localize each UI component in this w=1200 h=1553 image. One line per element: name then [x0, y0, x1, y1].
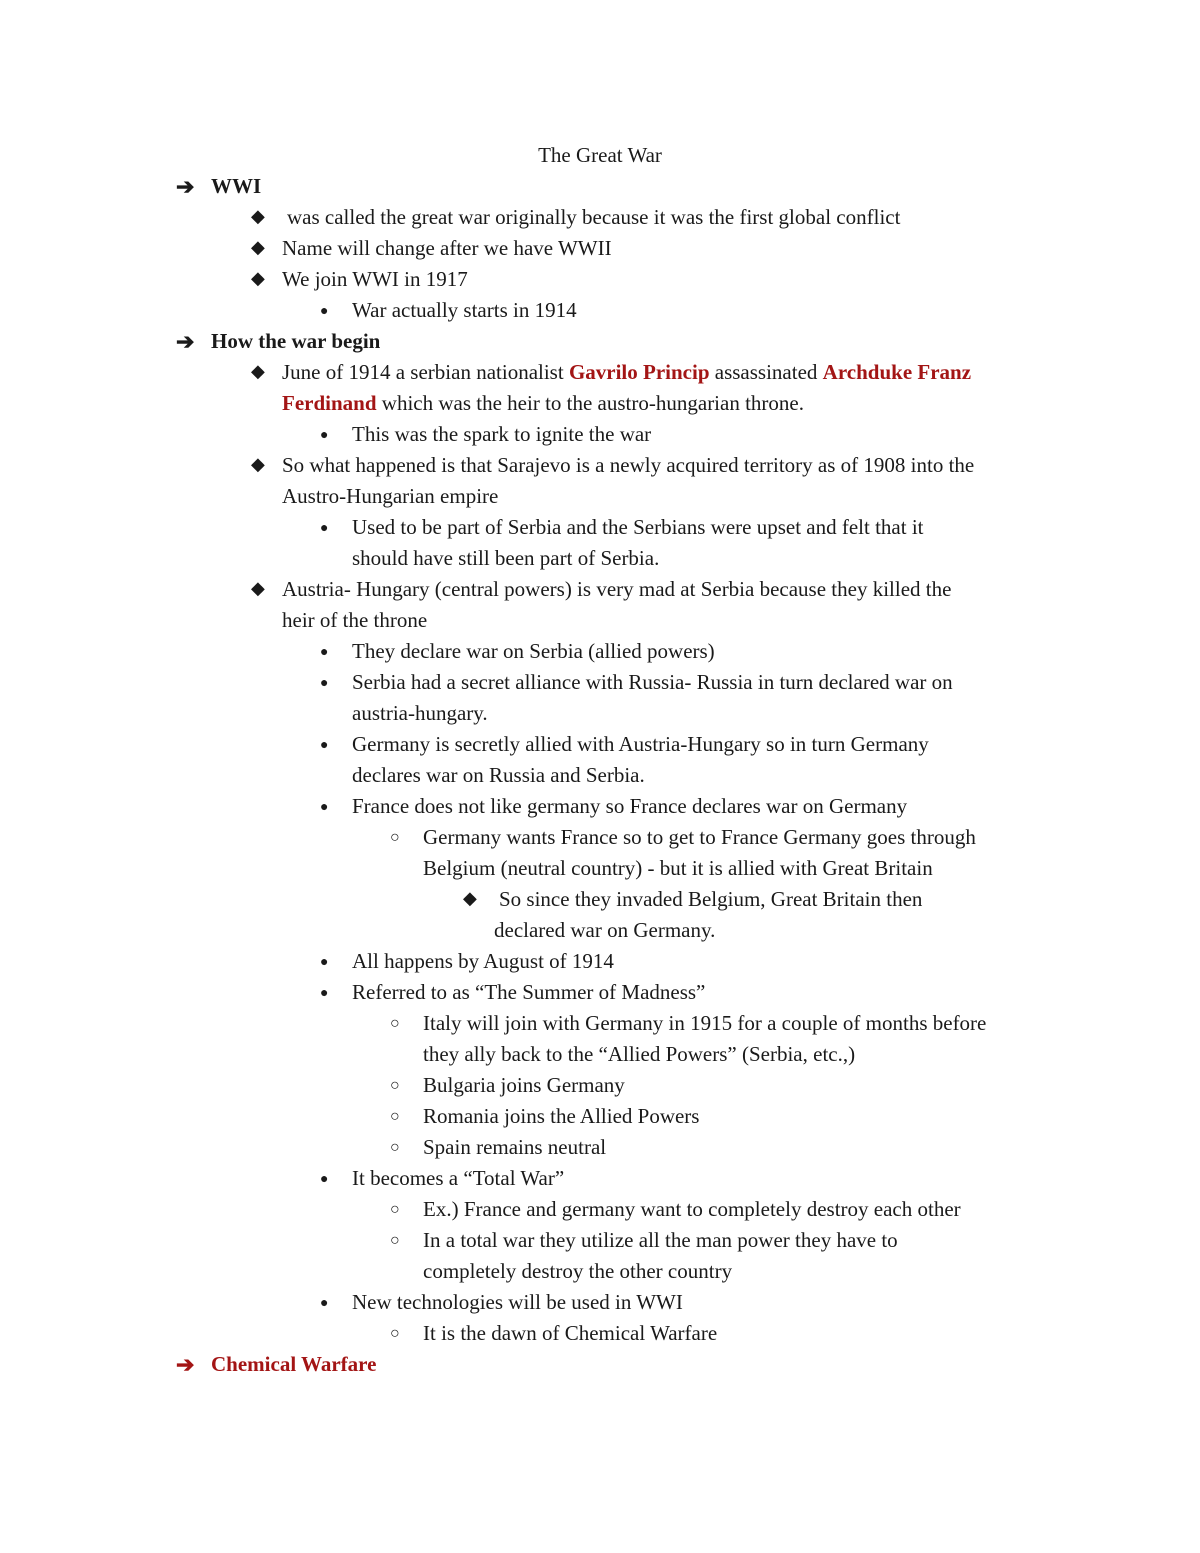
- list-item: [0, 977, 1200, 1008]
- circle-bullet-icon: ○: [390, 1232, 400, 1249]
- list-item-text: completely destroy the other country: [423, 1259, 733, 1283]
- circle-bullet-icon: ○: [390, 1325, 400, 1342]
- list-item-text: Germany wants France so to get to France Germany goes through: [423, 825, 976, 849]
- list-item-text: Referred to as “The Summer of Madness”: [352, 980, 706, 1004]
- list-item: [0, 884, 1200, 915]
- list-item-text: It is the dawn of Chemical Warfare: [423, 1321, 718, 1345]
- heading-label: Chemical Warfare: [211, 1352, 377, 1376]
- highlight-name-archduke: Archduke Franz: [822, 360, 972, 384]
- list-item-text: Germany is secretly allied with Austria-Hungary so in turn Germany: [352, 732, 929, 756]
- list-item: [0, 667, 1200, 698]
- list-item-text: [282, 388, 804, 419]
- list-item: [0, 1318, 1200, 1349]
- list-item: [0, 295, 1200, 326]
- list-item: [0, 202, 1200, 233]
- text-run: June of 1914 a serbian nationalist: [282, 360, 569, 384]
- list-item-continuation: [0, 698, 1200, 729]
- outline-heading-chemical-warfare: [0, 1349, 1200, 1380]
- list-item: [0, 1101, 1200, 1132]
- list-item-continuation: [0, 1256, 1200, 1287]
- list-item-continuation: [0, 915, 1200, 946]
- list-item-continuation: [0, 760, 1200, 791]
- circle-bullet-icon: ○: [390, 1139, 400, 1156]
- list-item-text: Belgium (neutral country) - but it is allied with Great Britain: [423, 856, 933, 880]
- list-item-text: heir of the throne: [282, 608, 428, 632]
- list-item-text: declares war on Russia and Serbia.: [352, 763, 645, 787]
- highlight-name-ferdinand: Ferdinand: [282, 391, 377, 415]
- dot-bullet-icon: ●: [320, 304, 329, 319]
- list-item-continuation: [0, 605, 1200, 636]
- list-item-text: We join WWI in 1917: [282, 267, 468, 291]
- list-item-text: They declare war on Serbia (allied powers): [352, 639, 715, 663]
- list-item-text: It becomes a “Total War”: [352, 1166, 565, 1190]
- list-item-text: Bulgaria joins Germany: [423, 1073, 625, 1097]
- list-item-text: Name will change after we have WWII: [282, 236, 612, 260]
- list-item: [0, 574, 1200, 605]
- dot-bullet-icon: ●: [320, 521, 329, 536]
- list-item-text: declared war on Germany.: [494, 918, 716, 942]
- list-item: [0, 357, 1200, 388]
- list-item-text: All happens by August of 1914: [352, 949, 614, 973]
- dot-bullet-icon: ●: [320, 676, 329, 691]
- dot-bullet-icon: ●: [320, 428, 329, 443]
- list-item: [0, 1008, 1200, 1039]
- diamond-bullet-icon: ◆: [251, 361, 265, 381]
- list-item: [0, 1163, 1200, 1194]
- dot-bullet-icon: ●: [320, 1172, 329, 1187]
- list-item-text: Italy will join with Germany in 1915 for a couple of months before: [423, 1011, 987, 1035]
- list-item-text: was called the great war originally because it was the first global conflict: [287, 205, 901, 229]
- diamond-bullet-icon: ◆: [251, 268, 265, 288]
- dot-bullet-icon: ●: [320, 1296, 329, 1311]
- dot-bullet-icon: ●: [320, 738, 329, 753]
- list-item-text: [282, 357, 971, 388]
- list-item-continuation: [0, 543, 1200, 574]
- text-run: which was the heir to the austro-hungarian throne.: [376, 391, 804, 415]
- list-item-continuation: [0, 1039, 1200, 1070]
- list-item: [0, 1070, 1200, 1101]
- list-item-text: So since they invaded Belgium, Great Britain then: [499, 887, 923, 911]
- diamond-bullet-icon: ◆: [251, 206, 265, 226]
- list-item-continuation: [0, 853, 1200, 884]
- list-item-text: should have still been part of Serbia.: [352, 546, 660, 570]
- circle-bullet-icon: ○: [390, 1077, 400, 1094]
- list-item-text: Austria- Hungary (central powers) is very mad at Serbia because they killed the: [282, 577, 952, 601]
- list-item: [0, 233, 1200, 264]
- list-item-text: Serbia had a secret alliance with Russia- Russia in turn declared war on: [352, 670, 953, 694]
- list-item-text: Austro-Hungarian empire: [282, 484, 499, 508]
- document-title: The Great War: [538, 143, 662, 167]
- dot-bullet-icon: ●: [320, 800, 329, 815]
- list-item-text: they ally back to the “Allied Powers” (Serbia, etc.,): [423, 1042, 856, 1066]
- list-item-text: Romania joins the Allied Powers: [423, 1104, 700, 1128]
- diamond-bullet-icon: ◆: [251, 237, 265, 257]
- list-item-text: New technologies will be used in WWI: [352, 1290, 683, 1314]
- list-item: [0, 636, 1200, 667]
- diamond-bullet-icon: ◆: [251, 454, 265, 474]
- outline-heading-wwi: [0, 171, 1200, 202]
- list-item-continuation: [0, 481, 1200, 512]
- list-item: [0, 822, 1200, 853]
- list-item-text: In a total war they utilize all the man power they have to: [423, 1228, 898, 1252]
- list-item: [0, 791, 1200, 822]
- list-item-text: Used to be part of Serbia and the Serbians were upset and felt that it: [352, 515, 924, 539]
- list-item: [0, 1287, 1200, 1318]
- outline-heading-how-the-war-begin: [0, 326, 1200, 357]
- heading-label: How the war begin: [211, 329, 381, 353]
- dot-bullet-icon: ●: [320, 986, 329, 1001]
- highlight-name-gavrilo-princip: Gavrilo Princip: [568, 360, 710, 384]
- heading-label: WWI: [211, 174, 262, 198]
- text-run: assassinated: [709, 360, 823, 384]
- diamond-bullet-icon: ◆: [251, 578, 265, 598]
- list-item-text: austria-hungary.: [352, 701, 488, 725]
- list-item-text: This was the spark to ignite the war: [352, 422, 652, 446]
- list-item: [0, 512, 1200, 543]
- list-item: [0, 419, 1200, 450]
- arrow-icon: ➔: [176, 174, 195, 199]
- list-item: [0, 264, 1200, 295]
- list-item: [0, 1194, 1200, 1225]
- list-item-text: So what happened is that Sarajevo is a newly acquired territory as of 1908 into the: [282, 453, 975, 477]
- list-item-text: France does not like germany so France declares war on Germany: [352, 794, 908, 818]
- list-item: [0, 946, 1200, 977]
- dot-bullet-icon: ●: [320, 645, 329, 660]
- circle-bullet-icon: ○: [390, 829, 400, 846]
- circle-bullet-icon: ○: [390, 1201, 400, 1218]
- list-item: [0, 1225, 1200, 1256]
- dot-bullet-icon: ●: [320, 955, 329, 970]
- arrow-icon: ➔: [176, 329, 195, 354]
- circle-bullet-icon: ○: [390, 1015, 400, 1032]
- diamond-bullet-icon: ◆: [463, 888, 477, 908]
- outline: [0, 171, 1200, 1380]
- list-item: [0, 729, 1200, 760]
- list-item: [0, 1132, 1200, 1163]
- list-item-text: War actually starts in 1914: [352, 298, 577, 322]
- list-item-text: Ex.) France and germany want to completely destroy each other: [423, 1197, 961, 1221]
- list-item-continuation: [0, 388, 1200, 419]
- list-item-text: Spain remains neutral: [423, 1135, 607, 1159]
- circle-bullet-icon: ○: [390, 1108, 400, 1125]
- list-item: [0, 450, 1200, 481]
- arrow-icon: ➔: [176, 1352, 195, 1377]
